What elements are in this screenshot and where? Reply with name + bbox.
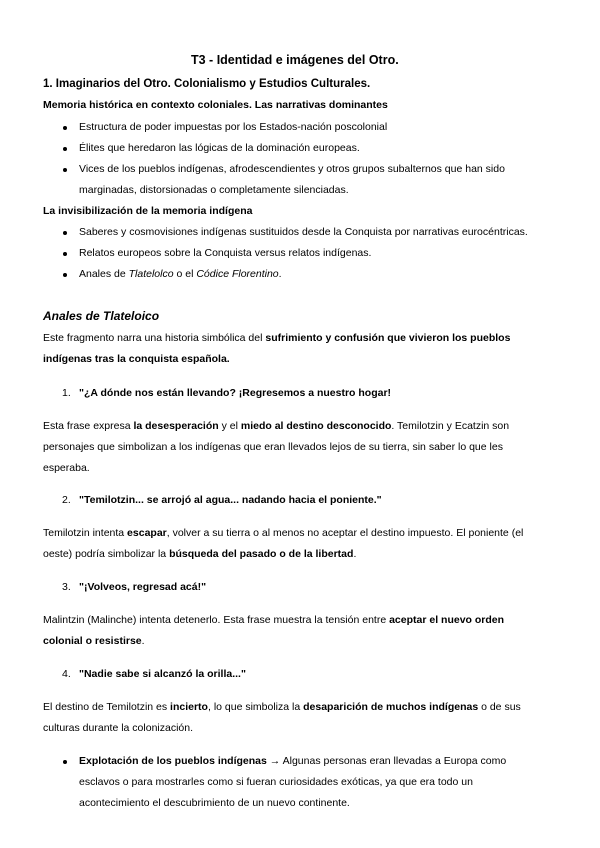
quote-heading: "¡Volveos, regresad acá!" (79, 581, 207, 593)
list-item: Relatos europeos sobre la Conquista versus relatos indígenas. (79, 247, 372, 259)
list-item: Estructura de poder impuestas por los Estados-nación poscolonial (79, 121, 388, 133)
bullet-icon (63, 273, 67, 277)
bullet-icon (63, 147, 67, 151)
paragraph-line: El destino de Temilotzin es incierto, lo que simboliza la desaparición de muchos indígenas o de sus (43, 701, 521, 713)
list-item: Explotación de los pueblos indígenas → Algunas personas eran llevadas a Europa como (79, 755, 507, 767)
list-item: Anales de Tlatelolco o el Códice Florentino. (79, 268, 282, 280)
paragraph-line: oeste) podría simbolizar la búsqueda del pasado o de la libertad. (43, 548, 357, 560)
bullet-icon (63, 231, 67, 235)
subheading-invisibilizacion: La invisibilización de la memoria indígena (43, 205, 253, 217)
list-item: Saberes y cosmovisiones indígenas sustituidos desde la Conquista por narrativas eurocéntricas. (79, 226, 528, 238)
quote-heading: "Temilotzin... se arrojó al agua... nadando hacia el poniente." (79, 494, 382, 506)
list-item-continuation: esclavos o para mostrarles como si fueran curiosidades exóticas, ya que era todo un (79, 776, 473, 788)
page-title: T3 - Identidad e imágenes del Otro. (191, 53, 399, 67)
paragraph-line: Este fragmento narra una historia simbólica del sufrimiento y confusión que vivieron los pueblos (43, 332, 511, 344)
list-item: Vices de los pueblos indígenas, afrodescendientes y otros grupos subalternos que han sido (79, 163, 505, 175)
quote-heading: "Nadie sabe si alcanzó la orilla..." (79, 668, 246, 680)
list-number: 3. (62, 581, 71, 593)
list-number: 4. (62, 668, 71, 680)
bullet-icon (63, 126, 67, 130)
paragraph-line: culturas durante la colonización. (43, 722, 194, 734)
list-number: 2. (62, 494, 71, 506)
list-number: 1. (62, 387, 71, 399)
paragraph-line: esperaba. (43, 462, 90, 474)
paragraph-line: colonial o resistirse. (43, 635, 145, 647)
paragraph-line: Temilotzin intenta escapar, volver a su tierra o al menos no aceptar el destino impuesto. El poniente (el (43, 527, 524, 539)
paragraph-line: Malintzin (Malinche) intenta detenerlo. Esta frase muestra la tensión entre aceptar el nuevo orden (43, 614, 505, 626)
bullet-icon (63, 252, 67, 256)
anales-heading: Anales de Tlateloico (43, 309, 160, 323)
bullet-icon (63, 168, 67, 172)
subheading-memoria: Memoria histórica en contexto coloniales. Las narrativas dominantes (43, 99, 388, 111)
paragraph-line: Esta frase expresa la desesperación y el miedo al destino desconocido. Temilotzin y Ecatzin son (43, 420, 510, 432)
paragraph-line: indígenas tras la conquista española. (43, 353, 230, 365)
list-item: Élites que heredaron las lógicas de la dominación europeas. (79, 142, 360, 154)
list-item-continuation: marginadas, distorsionadas o completamente silenciadas. (79, 184, 349, 196)
paragraph-line: personajes que simbolizan a los indígenas que eran llevados lejos de su tierra, sin saber lo que les (43, 441, 503, 453)
section-heading: 1. Imaginarios del Otro. Colonialismo y Estudios Culturales. (43, 78, 371, 90)
bullet-icon (63, 760, 67, 764)
quote-heading: "¿A dónde nos están llevando? ¡Regresemos a nuestro hogar! (79, 387, 392, 399)
list-item-continuation: acontecimiento el descubrimiento de un nuevo continente. (79, 797, 350, 809)
